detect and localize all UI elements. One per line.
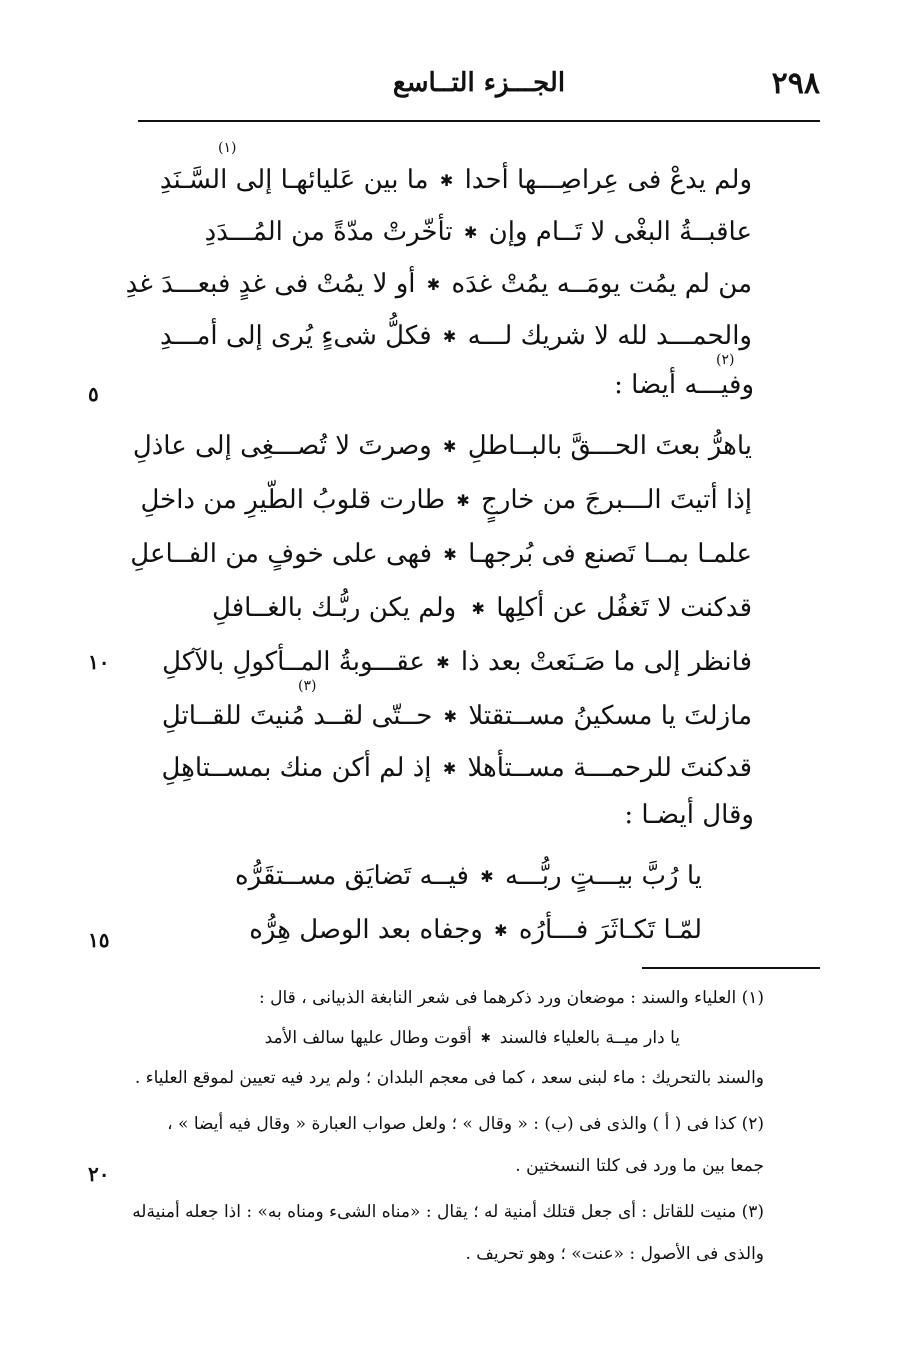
verse-first-hemistich: ولم يدعْ فى عِراصِـــها أحدا	[464, 165, 752, 195]
footnote-2-line: جمعا بين ما ورد فى كلتا النسختين .	[515, 1156, 764, 1176]
margin-line-number: ١٠	[88, 650, 110, 674]
verse-second-hemistich: فيــه تَضايَق مســتقَرُّه	[235, 861, 469, 891]
verse-line	[212, 586, 752, 630]
asterisk-icon: ✱	[436, 652, 450, 672]
asterisk-icon: ✱	[463, 222, 478, 242]
footnote-ref-3: (٣)	[298, 678, 317, 694]
verse-second-hemistich: ولم يكن ربُّـك بالغــافلِ	[212, 593, 457, 623]
verse-first-hemistich: عاقبــةُ البغْى لا تَــام وإن	[488, 217, 752, 247]
verse-line	[161, 746, 752, 790]
asterisk-icon: ✱	[442, 326, 457, 346]
verse-second-hemistich: عقـــوبةُ المــأكولِ بالآكلِ	[162, 647, 425, 677]
footnote-1-line: (١) العلياء والسند : موضعان ورد ذكرهما فى شعر النابغة الذبيانى ، قال :	[259, 988, 764, 1008]
verse-first-hemistich: يا دار ميــة بالعلياء فالسند	[499, 1028, 680, 1048]
verse-line	[204, 210, 752, 254]
asterisk-icon: ✱	[494, 920, 508, 940]
verse-first-hemistich: ياهرُّ بعتَ الحـــقَّ بالبــاطلِ	[467, 431, 752, 461]
verse-second-hemistich: ما بين عَليائهـا إلى السَّـنَدِ	[159, 165, 429, 195]
verse-first-hemistich: إذا أتيتَ الـــبرجَ من خارجٍ	[481, 485, 752, 515]
footnote-3-line: والذى فى الأصول : «عنت» ؛ وهو تحريف .	[465, 1244, 764, 1264]
verse-line	[125, 262, 752, 306]
verse-second-hemistich: طارت قلوبُ الطّيرِ من داخلِ	[140, 485, 446, 515]
verse-first-hemistich: يا رُبَّ بيـــتٍ ربُّـــه	[504, 861, 702, 891]
asterisk-icon: ✱	[456, 490, 470, 510]
footnote-1-verse	[264, 1028, 680, 1048]
verse-second-hemistich: إذ لم أكن منك بمســتاهِلِ	[161, 753, 432, 783]
verse-first-hemistich: فانظر إلى ما صَـنَعتْ بعد ذا	[460, 647, 752, 677]
verse-second-hemistich: وجفاه بعد الوصل هِرُّه	[249, 915, 483, 945]
verse-first-hemistich: قدكنت لا تَغفُل عن أكلِها	[496, 593, 752, 623]
asterisk-icon: ✱	[443, 436, 457, 456]
footnote-rule	[642, 967, 820, 969]
verse-second-hemistich: أقوت وطال عليها سالف الأمد	[264, 1028, 472, 1048]
section-heading: وفيـــه أيضا :	[614, 370, 754, 400]
section-heading: وقال أيضـا :	[624, 800, 754, 830]
page-number: ٢٩٨	[771, 66, 820, 101]
verse-second-hemistich: فهى على خوفٍ من الفــاعلِ	[130, 539, 433, 569]
asterisk-icon: ✱	[443, 706, 458, 726]
footnote-ref-1: (١)	[218, 140, 237, 156]
verse-line	[140, 478, 752, 522]
footnote-3-line: (٣) منيت للقاتل : أى جعل قتلك أمنية له ؛ يقال : «مناه الشىء ومناه به» : اذا جعله أمنيةله	[132, 1202, 764, 1222]
verse-line	[161, 694, 752, 738]
verse-first-hemistich: مازلتَ يا مسكينُ مســتقتلا	[468, 701, 752, 731]
verse-line	[160, 314, 752, 358]
asterisk-icon: ✱	[442, 758, 457, 778]
verse-first-hemistich: من لم يمُت يومَــه يمُتْ غدَه	[451, 269, 752, 299]
asterisk-icon: ✱	[426, 274, 441, 294]
asterisk-icon: ✱	[443, 544, 457, 564]
verse-line	[130, 532, 752, 576]
verse-line	[235, 854, 702, 898]
verse-first-hemistich: لمّـا تَكـاثَرَ فـــأرُه	[518, 915, 702, 945]
margin-line-number: ١٥	[88, 928, 110, 952]
asterisk-icon: ✱	[439, 170, 454, 190]
header-rule	[138, 120, 820, 122]
page-header	[138, 66, 820, 116]
verse-first-hemistich: والحمـــد لله لا شريك لـــه	[467, 321, 752, 351]
verse-second-hemistich: وصرتَ لا تُصـــغِى إلى عاذلِ	[132, 431, 432, 461]
asterisk-icon: ✱	[480, 866, 494, 886]
running-title: الجـــزء التــاسع	[392, 68, 566, 98]
verse-line	[159, 158, 752, 202]
verse-second-hemistich: تأخّرتْ مدّةً من المُـــدَدِ	[204, 217, 453, 247]
verse-second-hemistich: حــتّى لقــد مُنيتَ للقــاتلِ	[161, 701, 433, 731]
margin-line-number: ٢٠	[88, 1162, 110, 1186]
verse-line	[162, 640, 752, 684]
verse-first-hemistich: علمـا بمــا تَصنع فى بُرجهـا	[468, 539, 752, 569]
verse-line	[132, 424, 752, 468]
footnote-1-line: والسند بالتحريك : ماء لبنى سعد ، كما فى معجم البلدان ؛ ولم يرد فيه تعيين لموقع العلياء .	[134, 1068, 764, 1088]
verse-second-hemistich: أو لا يمُتْ فى غدٍ فبعـــدَ غدِ	[125, 269, 416, 299]
asterisk-icon: ✱	[471, 598, 485, 618]
verse-second-hemistich: فكلُّ شىءٍ يُرى إلى أمـــدِ	[160, 321, 432, 351]
footnote-ref-2: (٢)	[716, 352, 735, 368]
footnote-2-line: (٢) كذا فى ( أ ) والذى فى (ب) : « وقال » ؛ ولعل صواب العبارة « وقال فيه أيضا » ،	[167, 1114, 764, 1134]
verse-first-hemistich: قدكنتَ للرحمـــة مســتأهلا	[467, 753, 752, 783]
verse-line	[249, 908, 702, 952]
asterisk-icon: ✱	[480, 1031, 491, 1045]
margin-line-number: ٥	[88, 382, 99, 406]
